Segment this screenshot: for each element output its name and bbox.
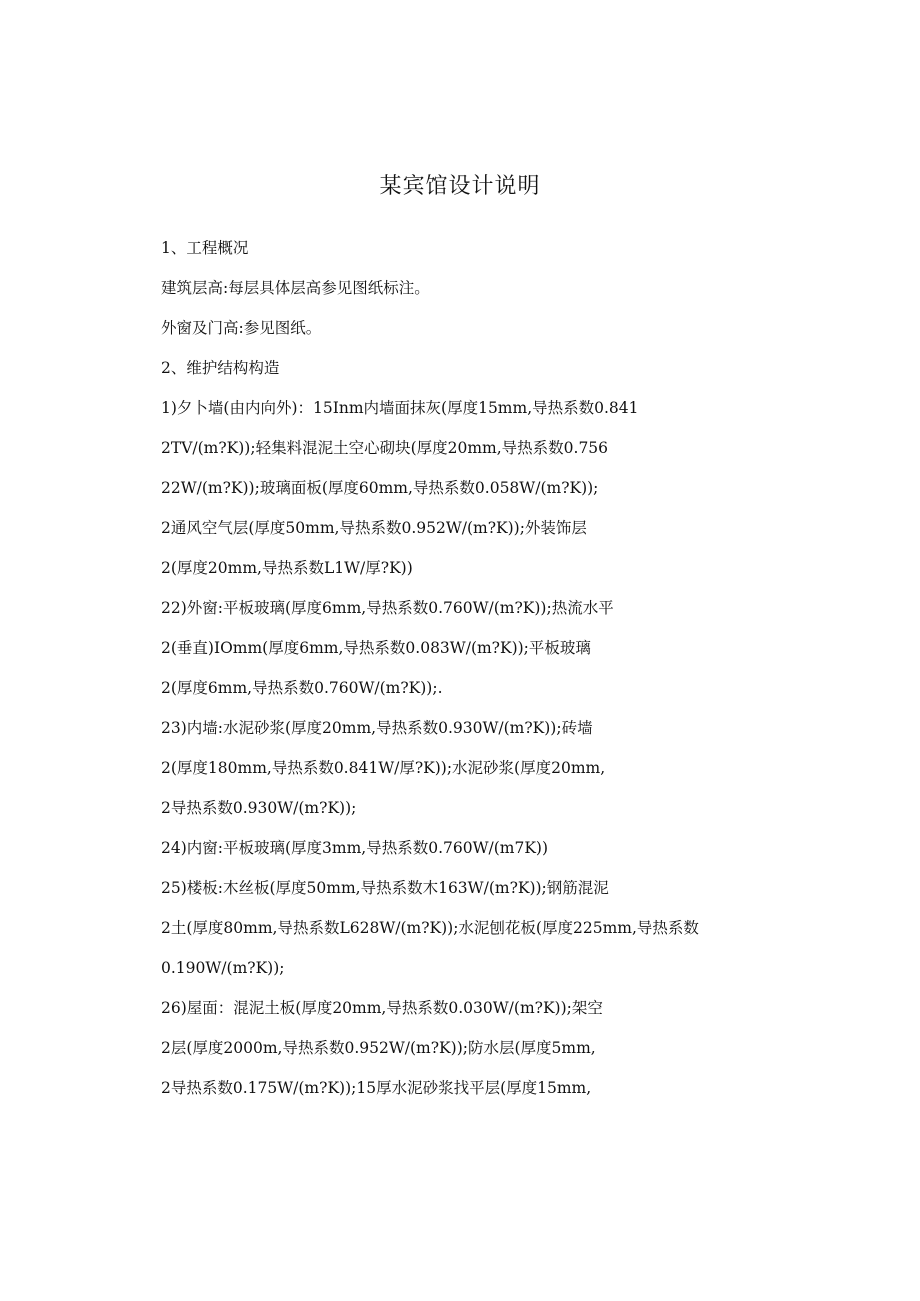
body-line: 2TV/(m?K));轻集料混泥土空心砌块(厚度20mm,导热系数0.756 xyxy=(161,439,609,457)
body-line: 2(垂直)IOmm(厚度6mm,导热系数0.083W/(m?K));平板玻璃 xyxy=(161,639,591,657)
body-line: 22)外窗:平板玻璃(厚度6mm,导热系数0.760W/(m?K));热流水平 xyxy=(161,599,614,617)
body-line: 25)楼板:木丝板(厚度50mm,导热系数木163W/(m?K));钢筋混泥 xyxy=(161,879,609,897)
body-line: 2土(厚度80mm,导热系数L628W/(m?K));水泥刨花板(厚度225mm,导热系数 xyxy=(161,919,699,937)
body-line: 2通风空气层(厚度50mm,导热系数0.952W/(m?K));外装饰层 xyxy=(161,519,587,537)
body-line: 23)内墙:水泥砂浆(厚度20mm,导热系数0.930W/(m?K));砖墙 xyxy=(161,719,593,737)
body-line: 外窗及门高:参见图纸。 xyxy=(161,319,322,337)
body-line: 2导热系数0.930W/(m?K)); xyxy=(161,799,357,817)
body-line: 0.190W/(m?K)); xyxy=(161,959,285,977)
body-line: 22W/(m?K));玻璃面板(厚度60mm,导热系数0.058W/(m?K)); xyxy=(161,479,599,497)
body-line: 24)内窗:平板玻璃(厚度3mm,导热系数0.760W/(m7K)) xyxy=(161,839,549,857)
body-line: 2层(厚度2000m,导热系数0.952W/(m?K));防水层(厚度5mm, xyxy=(161,1039,596,1057)
body-line: 2、维护结构构造 xyxy=(161,359,280,377)
body-line: 26)屋面：混泥土板(厚度20mm,导热系数0.030W/(m?K));架空 xyxy=(161,999,603,1017)
body-line: 2(厚度20mm,导热系数L1W/厚?K)) xyxy=(161,559,413,577)
document-title: 某宾馆设计说明 xyxy=(379,174,541,199)
body-line: 1、工程概况 xyxy=(161,239,249,257)
body-line: 2(厚度180mm,导热系数0.841W/厚?K));水泥砂浆(厚度20mm, xyxy=(161,759,606,777)
body-line: 2(厚度6mm,导热系数0.760W/(m?K));. xyxy=(161,679,443,697)
document-body xyxy=(161,232,881,1112)
body-line: 建筑层高:每层具体层高参见图纸标注。 xyxy=(161,279,430,297)
body-line: 2导热系数0.175W/(m?K));15厚水泥砂浆找平层(厚度15mm, xyxy=(161,1079,592,1097)
body-line: 1)夕卜墙(由内向外)：15Inm内墙面抹灰(厚度15mm,导热系数0.841 xyxy=(161,399,639,417)
